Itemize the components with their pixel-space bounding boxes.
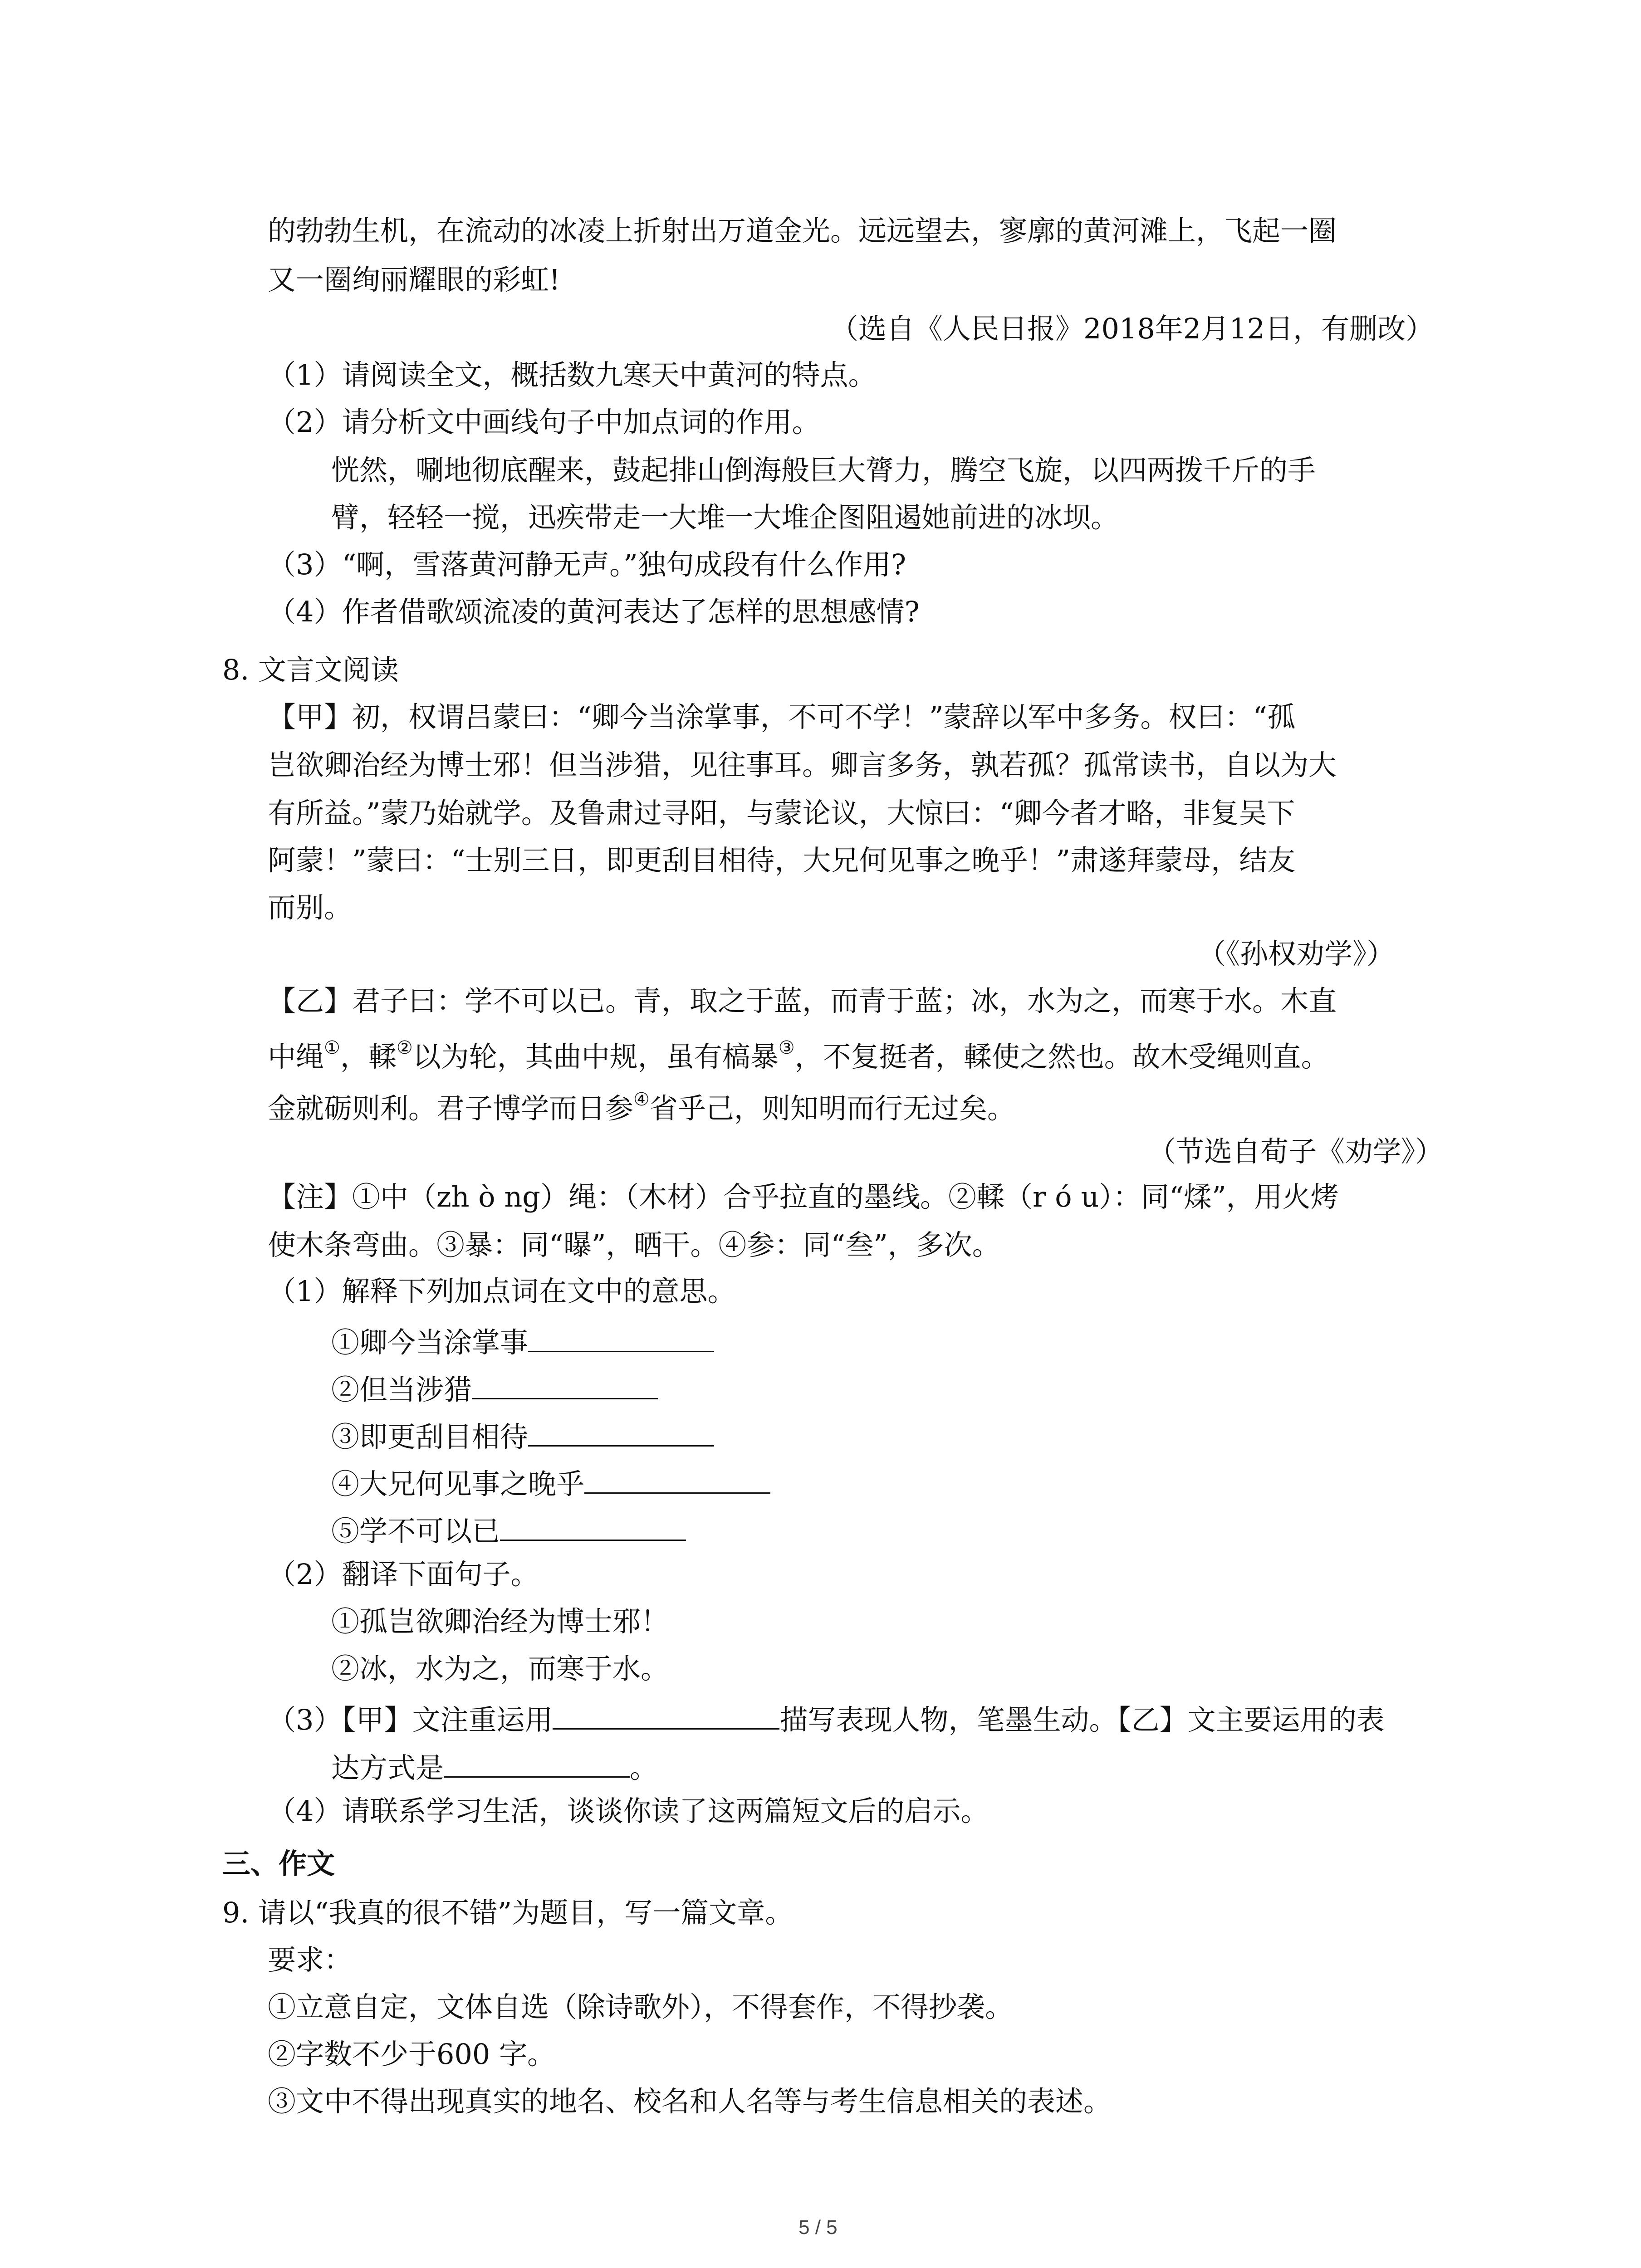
answer-blank[interactable] xyxy=(472,1372,658,1399)
q8-sub3-cont xyxy=(331,1750,658,1782)
answer-blank[interactable] xyxy=(553,1702,779,1730)
answer-blank[interactable] xyxy=(528,1325,714,1352)
q9-prompt: 9. 请以“我真的很不错”为题目，写一篇文章。 xyxy=(222,1896,794,1929)
passage-line: 的勃勃生机，在流动的冰凌上折射出万道金光。远远望去，寥廓的黄河滩上，飞起一圈 xyxy=(268,214,1337,247)
requirement-item: ③文中不得出现真实的地名、校名和人名等与考生信息相关的表述。 xyxy=(268,2085,1112,2118)
yi-source: （节选自荀子《劝学》） xyxy=(1148,1135,1444,1168)
passage-line: 又一圈绚丽耀眼的彩虹! xyxy=(268,263,560,296)
vocab-item xyxy=(331,1372,658,1404)
passage-source: （选自《人民日报》2018年2月12日，有删改） xyxy=(830,312,1434,345)
yi-line xyxy=(268,1039,1329,1071)
page-number: 5 / 5 xyxy=(798,2216,838,2239)
q8-sub4: （4）请联系学习生活，谈谈你读了这两篇短文后的启示。 xyxy=(268,1794,989,1828)
annotation-marker: ④ xyxy=(633,1089,650,1110)
q8-sub3-text: 描写表现人物，笔墨生动。【乙】文主要运用的表 xyxy=(779,1703,1385,1736)
vocab-text: ⑤学不可以已 xyxy=(331,1515,500,1548)
note-line: 使木条弯曲。③暴：同“曝”，晒干。④参：同“叁”，多次。 xyxy=(268,1228,1000,1261)
jia-line: 而别。 xyxy=(268,891,353,924)
requirements-label: 要求： xyxy=(268,1943,353,1976)
q8-sub3-text: 。 xyxy=(630,1751,658,1784)
jia-line: 岂欲卿治经为博士邪！但当涉猎，见往事耳。卿言多务，孰若孤？孤常读书，自以为大 xyxy=(268,748,1337,782)
yi-text: 省乎己，则知明而行无过矣。 xyxy=(649,1092,1015,1125)
yi-line xyxy=(268,1090,1015,1123)
vocab-text: ②但当涉猎 xyxy=(331,1373,472,1406)
yi-text: 金就砺则利。君子博学而日参 xyxy=(268,1092,634,1125)
jia-line: 阿蒙！”蒙曰：“士别三日，即更刮目相待，大兄何见事之晚乎！”肃遂拜蒙母，结友 xyxy=(268,844,1296,877)
vocab-item xyxy=(331,1325,714,1357)
vocab-item xyxy=(331,1513,686,1548)
annotation-marker: ② xyxy=(396,1037,413,1058)
q7-sub2: （2）请分析文中画线句子中加点词的作用。 xyxy=(268,406,820,439)
q8-sub3-text: 达方式是 xyxy=(331,1751,444,1784)
q8-sub2: （2）翻译下面句子。 xyxy=(268,1558,539,1591)
vocab-text: ③即更刮目相待 xyxy=(331,1420,529,1453)
q7-sub4: （4）作者借歌颂流凌的黄河表达了怎样的思想感情? xyxy=(268,595,920,628)
translate-item: ①孤岂欲卿治经为博士邪！ xyxy=(331,1605,669,1638)
q8-sub1: （1）解释下列加点词在文中的意思。 xyxy=(268,1275,736,1308)
yi-text: ，不复挺者，輮使之然也。故木受绳则直。 xyxy=(794,1040,1329,1073)
answer-blank[interactable] xyxy=(500,1513,686,1541)
q8-sub3-text: （3）【甲】文注重运用 xyxy=(268,1703,553,1736)
answer-blank[interactable] xyxy=(444,1750,630,1778)
q8-sub3 xyxy=(268,1702,1384,1734)
q8-title: 8. 文言文阅读 xyxy=(222,653,399,686)
requirement-item: ①立意自定，文体自选（除诗歌外），不得套作，不得抄袭。 xyxy=(268,1990,1014,2024)
q7-sub3: （3）“啊，雪落黄河静无声。”独句成段有什么作用? xyxy=(268,548,906,581)
vocab-item xyxy=(331,1419,714,1451)
jia-source: （《孙权劝学》） xyxy=(1198,937,1395,970)
yi-text: ，輮 xyxy=(340,1040,397,1073)
answer-blank[interactable] xyxy=(528,1419,714,1447)
note-line: 【注】①中（zh ò ng）绳：（木材）合乎拉直的墨线。②輮（r ó u）：同“煣”，用火烤 xyxy=(268,1180,1339,1213)
yi-text: 中绳 xyxy=(268,1040,324,1073)
translate-item: ②冰，水为之，而寒于水。 xyxy=(331,1652,669,1685)
section-heading: 三、作文 xyxy=(222,1847,335,1880)
yi-line: 【乙】君子曰：学不可以已。青，取之于蓝，而青于蓝；冰，水为之，而寒于水。木直 xyxy=(268,984,1337,1017)
jia-line: 有所益。”蒙乃始就学。及鲁肃过寻阳，与蒙论议，大惊曰：“卿今者才略，非复吴下 xyxy=(268,797,1295,830)
vocab-text: ④大兄何见事之晚乎 xyxy=(331,1467,585,1501)
jia-line: 【甲】初，权谓吕蒙曰：“卿今当涂掌事，不可不学！”蒙辞以军中多务。权曰：“孤 xyxy=(268,700,1296,733)
q7-quote-line: 恍然，唰地彻底醒来，鼓起排山倒海般巨大膂力，腾空飞旋，以四两拨千斤的手 xyxy=(331,454,1316,487)
requirement-item: ②字数不少于600 字。 xyxy=(268,2038,556,2071)
vocab-text: ①卿今当涂掌事 xyxy=(331,1326,529,1359)
annotation-marker: ③ xyxy=(778,1037,795,1058)
annotation-marker: ① xyxy=(324,1037,340,1058)
vocab-item xyxy=(331,1466,770,1501)
q7-sub1: （1）请阅读全文，概括数九寒天中黄河的特点。 xyxy=(268,358,877,391)
q7-quote-line: 臂，轻轻一搅，迅疾带走一大堆一大堆企图阻遏她前进的冰坝。 xyxy=(331,501,1119,534)
yi-text: 以为轮，其曲中规，虽有槁暴 xyxy=(412,1040,779,1073)
answer-blank[interactable] xyxy=(584,1466,770,1494)
